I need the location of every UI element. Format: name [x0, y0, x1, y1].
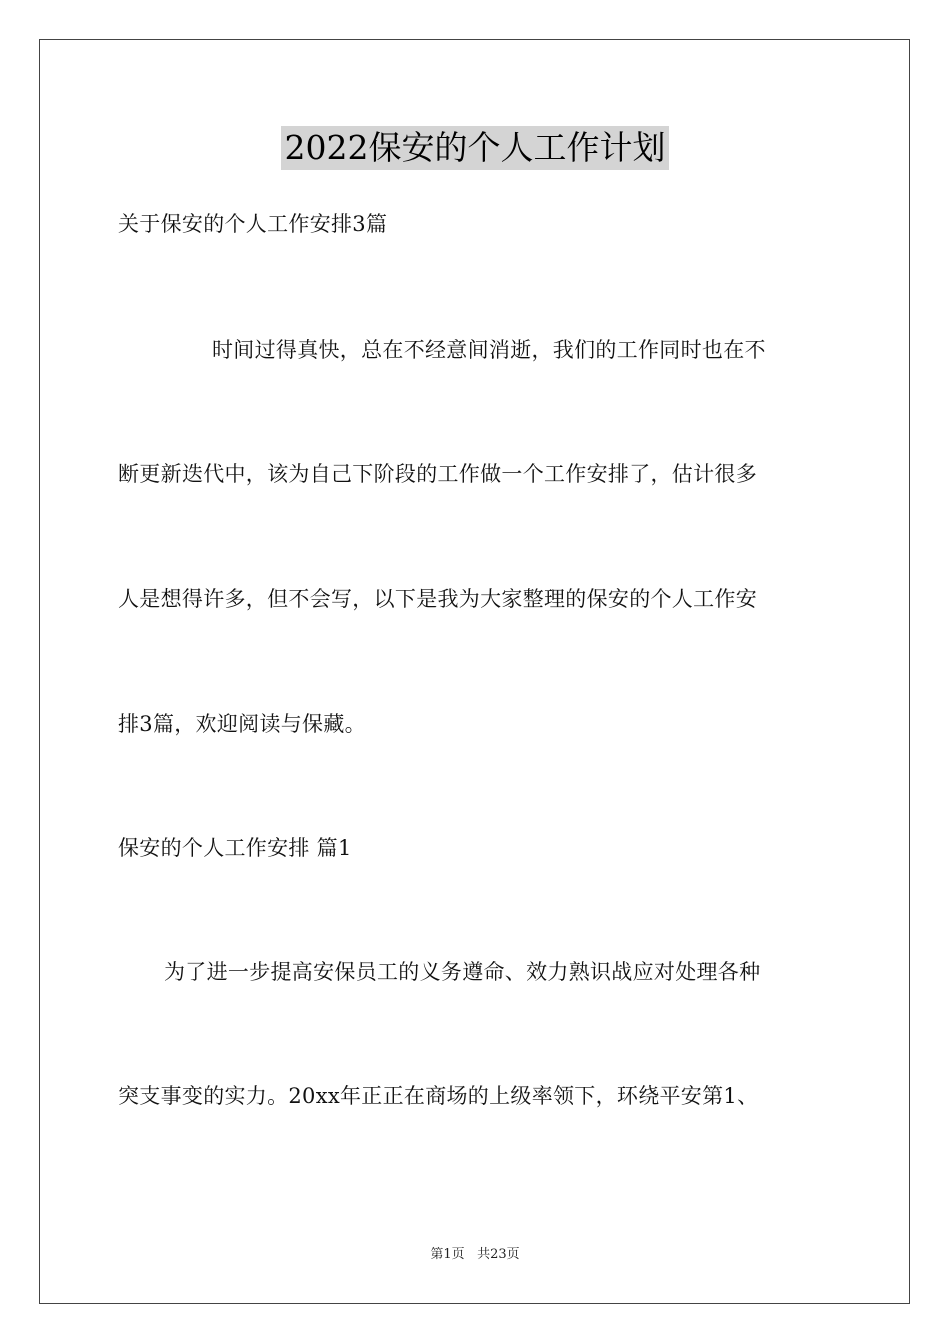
paragraph-line: 时间过得真快，总在不经意间消逝，我们的工作同时也在不 [212, 338, 766, 362]
document-title: 2022保安的个人工作计划 [281, 126, 670, 170]
title-container [0, 126, 950, 170]
paragraph-line: 人是想得许多，但不会写，以下是我为大家整理的保安的个人工作安 [118, 587, 757, 611]
document-subtitle: 关于保安的个人工作安排3篇 [118, 212, 388, 236]
page-footer [0, 1246, 950, 1264]
paragraph-line: 排3篇，欢迎阅读与保藏。 [118, 712, 366, 736]
paragraph-line: 断更新迭代中，该为自己下阶段的工作做一个工作安排了，估计很多 [118, 462, 757, 486]
page-number: 第1页 [430, 1247, 465, 1262]
section-heading: 保安的个人工作安排 篇1 [118, 836, 352, 860]
section-line: 突支事变的实力。20xx年正正在商场的上级率领下，环绕平安第1、 [118, 1084, 759, 1108]
total-pages: 共23页 [477, 1247, 520, 1262]
section-line: 为了进一步提高安保员工的义务遵命、效力熟识战应对处理各种 [164, 960, 761, 984]
